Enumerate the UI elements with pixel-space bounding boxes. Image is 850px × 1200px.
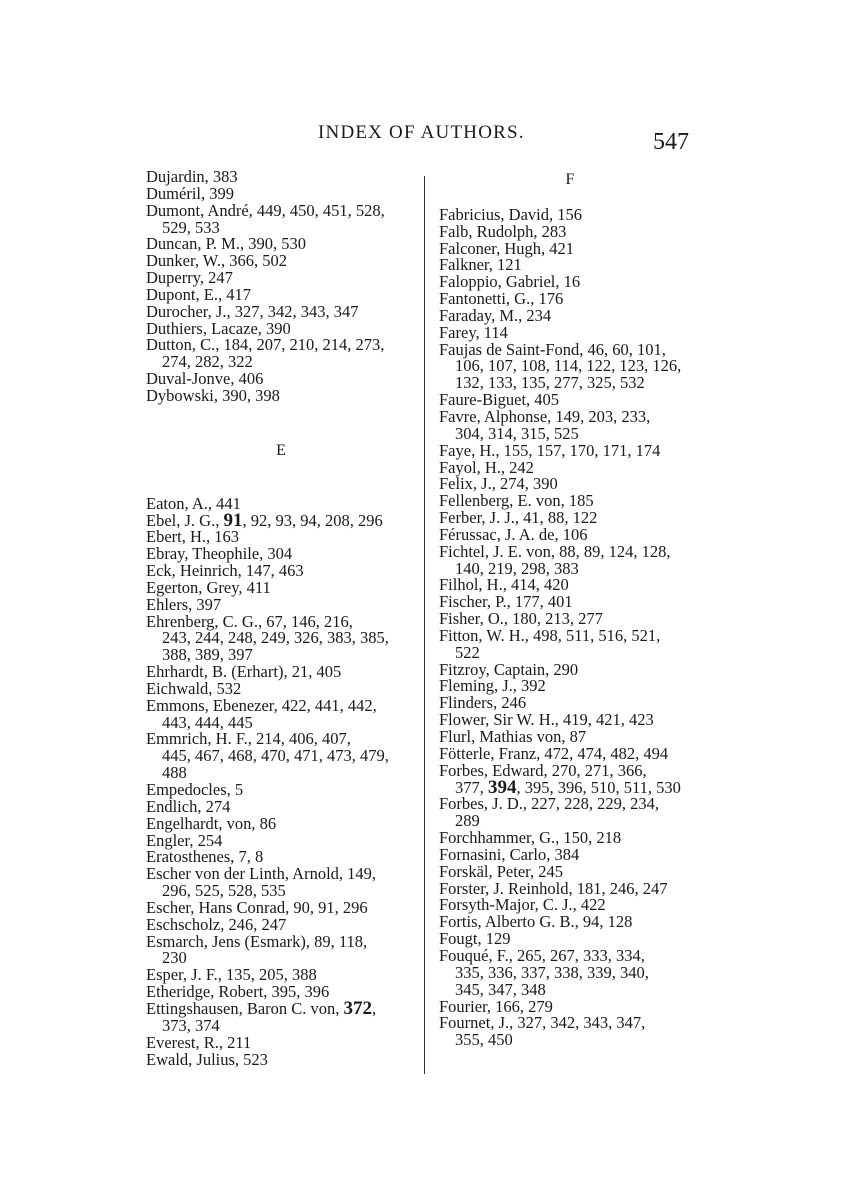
index-entry xyxy=(439,1015,701,1049)
entry-continuation: 522 xyxy=(455,642,480,662)
entry-line: Emmrich, H. F., 214, 406, 407, xyxy=(146,729,351,749)
entry-line: Eratosthenes, 7, 8 xyxy=(146,847,264,867)
entry-text: , xyxy=(372,998,377,1018)
block-d xyxy=(146,169,416,405)
index-entry xyxy=(439,339,701,393)
entry-line: Fayol, H., 242 xyxy=(439,457,534,477)
entry-line: Farey, 114 xyxy=(439,322,508,342)
entry-continuation: 445, 467, 468, 470, 471, 473, 479, xyxy=(162,746,389,766)
block-f xyxy=(439,204,701,1050)
entry-text: 377, xyxy=(455,777,488,797)
entry-line: Fötterle, Franz, 472, 474, 482, 494 xyxy=(439,743,669,763)
entry-line: Fornasini, Carlo, 384 xyxy=(439,844,580,864)
entry-line: Falb, Rudolph, 283 xyxy=(439,221,567,241)
entry-continuation: 274, 282, 322 xyxy=(162,352,253,372)
entry-line: Duncan, P. M., 390, 530 xyxy=(146,234,306,254)
index-entry xyxy=(439,406,701,443)
entry-line: Engler, 254 xyxy=(146,830,223,850)
entry-line: Faujas de Saint-Fond, 46, 60, 101, xyxy=(439,339,666,359)
entry-continuation: 529, 533 xyxy=(162,217,220,237)
entry-line: Dunker, W., 366, 502 xyxy=(146,251,287,271)
entry-text: , 395, 396, 510, 511, 530 xyxy=(516,777,681,797)
entry-line: Eck, Heinrich, 147, 463 xyxy=(146,561,304,581)
index-entry xyxy=(146,1049,416,1069)
entry-line: Ferber, J. J., 41, 88, 122 xyxy=(439,508,598,528)
entry-line: Fischer, P., 177, 401 xyxy=(439,592,573,612)
entry-continuation: 296, 525, 528, 535 xyxy=(162,881,286,901)
entry-text: , 92, 93, 94, 208, 296 xyxy=(242,510,383,530)
entry-text: Ettingshausen, Baron C. von, xyxy=(146,998,344,1018)
entry-line: Egerton, Grey, 411 xyxy=(146,577,271,597)
index-entry xyxy=(146,695,416,732)
right-column xyxy=(439,172,701,1049)
index-entry xyxy=(439,541,701,578)
index-entry xyxy=(439,625,701,662)
entry-line: Fouqué, F., 265, 267, 333, 334, xyxy=(439,945,645,965)
entry-line: Empedocles, 5 xyxy=(146,780,244,799)
entry-line: Flinders, 246 xyxy=(439,693,527,713)
entry-continuation: 106, 107, 108, 114, 122, 123, 126, xyxy=(455,356,682,376)
entry-line: Fitzroy, Captain, 290 xyxy=(439,659,579,679)
entry-line: Engelhardt, von, 86 xyxy=(146,813,277,833)
entry-line: Forbes, J. D., 227, 228, 229, 234, xyxy=(439,794,660,814)
entry-line: Flurl, Mathias von, 87 xyxy=(439,727,587,746)
entry-line: Escher von der Linth, Arnold, 149, xyxy=(146,864,377,884)
index-entry xyxy=(146,997,416,1035)
entry-line: Ehlers, 397 xyxy=(146,594,222,614)
entry-line: Dumont, André, 449, 450, 451, 528, xyxy=(146,200,385,220)
entry-line: Esper, J. F., 135, 205, 388 xyxy=(146,965,317,985)
index-entry xyxy=(146,611,416,665)
entry-line: Duperry, 247 xyxy=(146,268,233,288)
entry-line: Flower, Sir W. H., 419, 421, 423 xyxy=(439,710,654,730)
entry-line: Eichwald, 532 xyxy=(146,678,242,698)
entry-line: Fournet, J., 327, 342, 343, 347, xyxy=(439,1013,646,1033)
entry-line: Favre, Alphonse, 149, 203, 233, xyxy=(439,406,651,426)
entry-continuation: 345, 347, 348 xyxy=(455,979,546,999)
entry-continuation: 140, 219, 298, 383 xyxy=(455,558,579,578)
block-e xyxy=(146,493,416,1069)
entry-line: Falkner, 121 xyxy=(439,255,522,275)
entry-line: Felix, J., 274, 390 xyxy=(439,474,558,494)
entry-line: Dupont, E., 417 xyxy=(146,284,251,304)
entry-line: Fourier, 166, 279 xyxy=(439,996,553,1016)
entry-line: Forchhammer, G., 150, 218 xyxy=(439,828,622,848)
entry-line: Dutton, C., 184, 207, 210, 214, 273, xyxy=(146,335,385,355)
entry-line: Everest, R., 211 xyxy=(146,1032,252,1052)
index-entry xyxy=(439,760,701,798)
section-heading-e: E xyxy=(276,441,286,459)
entry-line: Faure-Biguet, 405 xyxy=(439,390,560,410)
entry-line: Ewald, Julius, 523 xyxy=(146,1049,268,1069)
left-column xyxy=(146,169,416,1068)
entry-line: Duval-Jonve, 406 xyxy=(146,369,264,389)
entry-continuation: 335, 336, 337, 338, 339, 340, xyxy=(455,962,649,982)
entry-continuation: 355, 450 xyxy=(455,1030,513,1050)
entry-line: Fortis, Alberto G. B., 94, 128 xyxy=(439,912,633,932)
index-entry xyxy=(146,931,416,968)
entry-line: Dujardin, 383 xyxy=(146,167,238,186)
entry-continuation: 304, 314, 315, 525 xyxy=(455,423,579,443)
entry-line: Forsyth-Major, C. J., 422 xyxy=(439,895,606,915)
entry-line: Etheridge, Robert, 395, 396 xyxy=(146,982,330,1002)
entry-line: Faye, H., 155, 157, 170, 171, 174 xyxy=(439,440,661,460)
entry-line: Faloppio, Gabriel, 16 xyxy=(439,272,581,292)
entry-bold-page: 91 xyxy=(223,509,243,531)
entry-line: Forskäl, Peter, 245 xyxy=(439,861,563,881)
entry-line: Fisher, O., 180, 213, 277 xyxy=(439,609,603,629)
entry-continuation: 230 xyxy=(162,948,187,968)
index-entry xyxy=(146,337,416,371)
index-entry xyxy=(439,945,701,999)
entry-text: Ebel, J. G., xyxy=(146,510,224,530)
entry-line: Fitton, W. H., 498, 511, 516, 521, xyxy=(439,625,661,645)
entry-continuation: 373, 374 xyxy=(162,1015,220,1035)
entry-line: Falconer, Hugh, 421 xyxy=(439,238,574,258)
entry-line: Esmarch, Jens (Esmark), 89, 118, xyxy=(146,931,368,951)
entry-line: Ebray, Theophile, 304 xyxy=(146,544,293,564)
entry-line: Férussac, J. A. de, 106 xyxy=(439,524,588,544)
entry-continuation: 243, 244, 248, 249, 326, 383, 385, xyxy=(162,628,389,648)
index-entry xyxy=(439,796,701,830)
entry-continuation: 488 xyxy=(162,763,187,783)
entry-line: Eaton, A., 441 xyxy=(146,493,241,513)
page-number: 547 xyxy=(653,129,689,155)
entry-line: Emmons, Ebenezer, 422, 441, 442, xyxy=(146,695,377,715)
entry-bold-page: 394 xyxy=(488,776,517,798)
entry-continuation: 132, 133, 135, 277, 325, 532 xyxy=(455,373,645,393)
entry-line: Endlich, 274 xyxy=(146,796,231,816)
entry-line: Durocher, J., 327, 342, 343, 347 xyxy=(146,301,359,321)
entry-line: Fellenberg, E. von, 185 xyxy=(439,491,594,511)
column-divider xyxy=(424,176,425,1074)
entry-line: Duthiers, Lacaze, 390 xyxy=(146,318,291,338)
entry-line: Duméril, 399 xyxy=(146,183,234,203)
entry-line: Fantonetti, G., 176 xyxy=(439,289,564,309)
entry-continuation: 289 xyxy=(455,811,480,831)
page-title: INDEX OF AUTHORS. xyxy=(318,122,525,143)
index-entry xyxy=(146,731,416,782)
entry-line: Fichtel, J. E. von, 88, 89, 124, 128, xyxy=(439,541,671,561)
entry-line: Fougt, 129 xyxy=(439,929,511,949)
entry-line: Forbes, Edward, 270, 271, 366, xyxy=(439,760,647,780)
entry-line: Fleming, J., 392 xyxy=(439,676,546,696)
entry-line: Escher, Hans Conrad, 90, 91, 296 xyxy=(146,897,368,917)
entry-line: Fabricius, David, 156 xyxy=(439,204,582,224)
index-entry xyxy=(146,385,416,405)
index-entry xyxy=(146,200,416,237)
entry-line: Ehrenberg, C. G., 67, 146, 216, xyxy=(146,611,353,631)
entry-line: Forster, J. Reinhold, 181, 246, 247 xyxy=(439,878,668,898)
entry-continuation: 443, 444, 445 xyxy=(162,712,253,732)
entry-line: Dybowski, 390, 398 xyxy=(146,385,280,405)
entry-line: Filhol, H., 414, 420 xyxy=(439,575,569,595)
entry-bold-page: 372 xyxy=(343,997,373,1019)
entry-line: Faraday, M., 234 xyxy=(439,305,552,325)
entry-continuation: 388, 389, 397 xyxy=(162,645,253,665)
entry-line: Ehrhardt, B. (Erhart), 21, 405 xyxy=(146,662,342,682)
entry-line: Eschscholz, 246, 247 xyxy=(146,914,287,934)
section-heading-f: F xyxy=(565,171,575,188)
entry-line: Ebert, H., 163 xyxy=(146,527,240,547)
index-entry xyxy=(146,866,416,900)
